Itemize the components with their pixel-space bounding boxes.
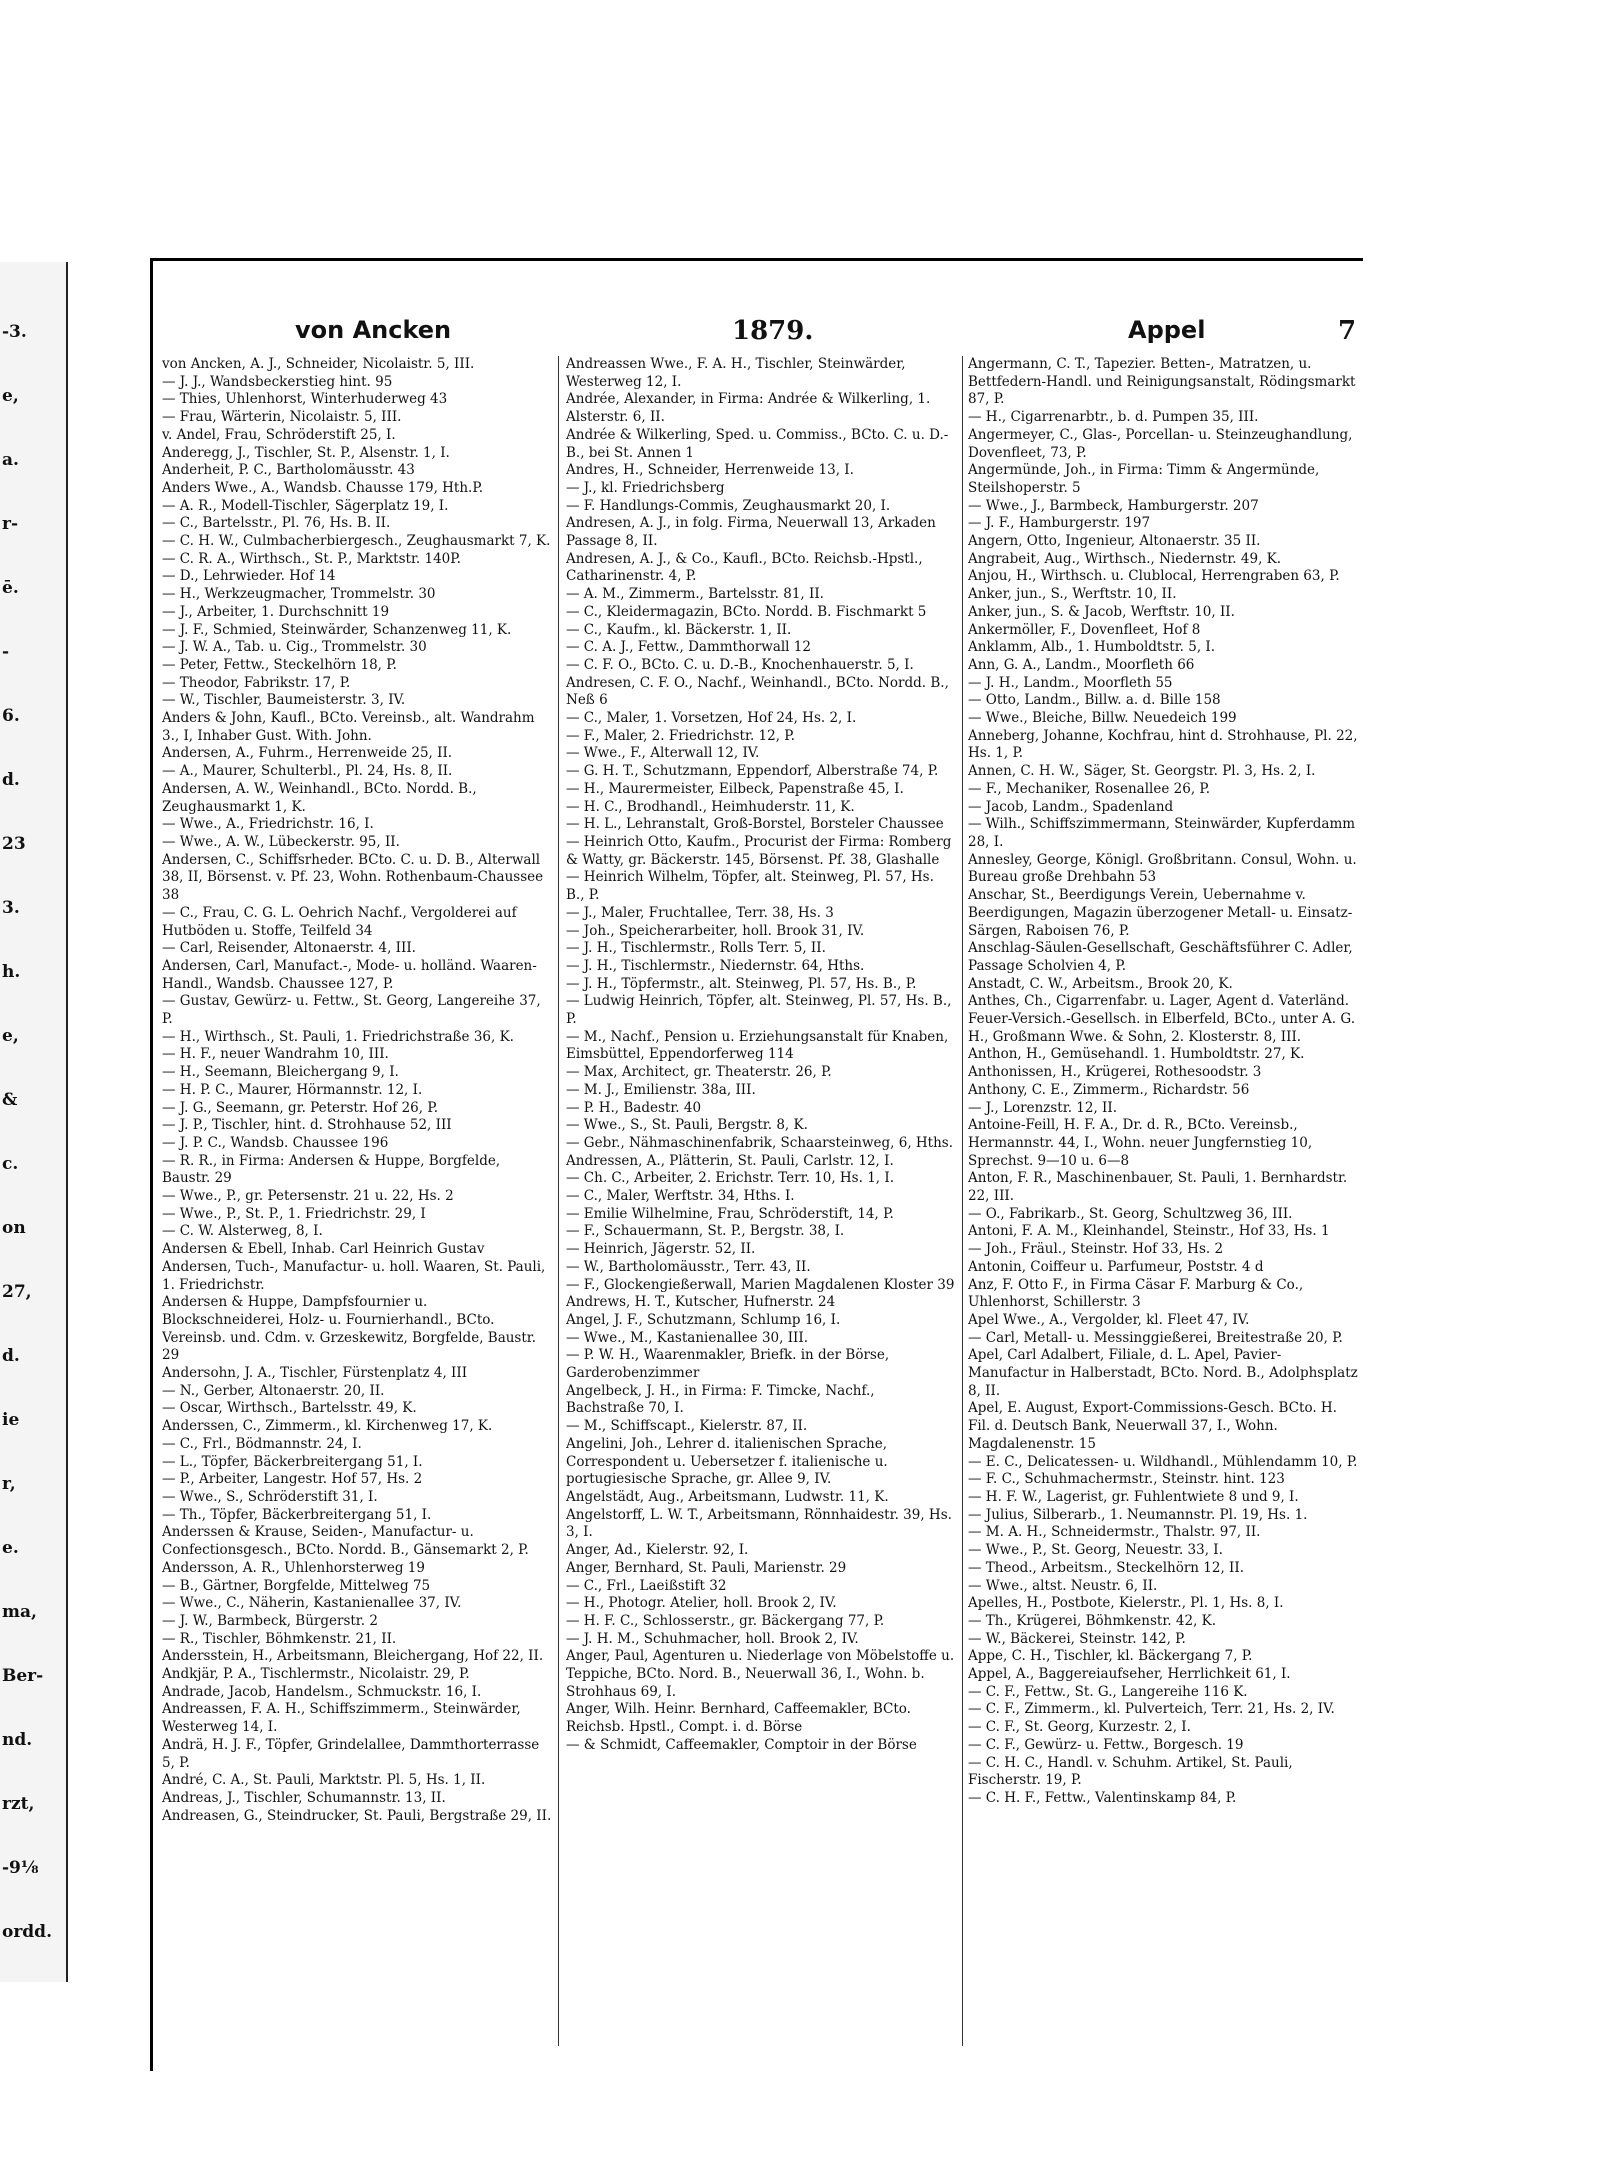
directory-entry: Angrabeit, Aug., Wirthsch., Niedernstr. 49, K. (968, 550, 1282, 567)
directory-entry: — Wwe., J., Barmbeck, Hamburgerstr. 207 (968, 497, 1259, 514)
previous-page-text-fragment: a. (2, 450, 19, 470)
directory-entry: Anklamm, Alb., 1. Humboldtstr. 5, I. (968, 639, 1216, 656)
directory-entry: Angelbeck, J. H., in Firma: F. Timcke, Nachf., Bachstraße 70, I. (566, 1382, 875, 1417)
directory-entry: Andrade, Jacob, Handelsm., Schmuckstr. 16, I. (162, 1683, 482, 1700)
directory-entry: Andersen & Huppe, Dampfsfournier u. Blockschneiderei, Holz- u. Fournierhandl., BCto. Vereinsb. und. Cdm. v. Grzeskewitz, Borgfelde, Baustr. 29 (162, 1294, 537, 1364)
directory-entry: Annen, C. H. W., Säger, St. Georgstr. Pl. 3, Hs. 2, I. (968, 763, 1316, 780)
directory-entry: — C., Maler, Werftstr. 34, Hths. I. (566, 1188, 795, 1205)
directory-entry: — H. F., neuer Wandrahm 10, III. (162, 1046, 389, 1063)
previous-page-text-fragment: -3. (2, 322, 27, 342)
directory-entry: Anneberg, Johanne, Kochfrau, hint d. Strohhause, Pl. 22, Hs. 1, P. (968, 727, 1358, 762)
previous-page-text-fragment: e, (2, 386, 19, 406)
directory-entry: Anjou, H., Wirthsch. u. Clublocal, Herrengraben 63, P. (968, 568, 1340, 585)
directory-entry: Andersen, Carl, Manufact.-, Mode- u. holländ. Waaren-Handl., Wandsb. Chaussee 127, P. (162, 957, 537, 992)
directory-entry: — F. C., Schuhmachermstr., Steinstr. hint. 123 (968, 1471, 1285, 1488)
directory-entry: — H. F. W., Lagerist, gr. Fuhlentwiete 8 und 9, I. (968, 1489, 1299, 1505)
directory-entry: — N., Gerber, Altonaerstr. 20, II. (162, 1382, 385, 1399)
directory-entry: — Oscar, Wirthsch., Bartelsstr. 49, K. (162, 1400, 417, 1417)
directory-entry: Apel Wwe., A., Vergolder, kl. Fleet 47, IV. (968, 1311, 1250, 1328)
directory-entry: — Theodor, Fabrikstr. 17, P. (162, 674, 351, 691)
directory-entry: — C. W. Alsterweg, 8, I. (162, 1223, 323, 1240)
directory-entry: — Wwe., P., St. P., 1. Friedrichstr. 29, I (162, 1205, 426, 1222)
directory-entry: — L., Töpfer, Bäckerbreitergang 51, I. (162, 1453, 423, 1470)
directory-entry: — Th., Töpfer, Bäckerbreitergang 51, I. (162, 1506, 432, 1523)
directory-entry: — C. H. F., Fettw., Valentinskamp 84, P. (968, 1789, 1237, 1806)
directory-entry: — C. H. W., Culmbacherbiergesch., Zeughausmarkt 7, K. (162, 533, 551, 550)
directory-entry: Andreassen Wwe., F. A. H., Tischler, Steinwärder, Westerweg 12, I. (566, 356, 906, 390)
directory-entry: — Heinrich Wilhelm, Töpfer, alt. Steinweg, Pl. 57, Hs. B., P. (566, 869, 934, 904)
directory-entry: — F., Glockengießerwall, Marien Magdalenen Kloster 39 (566, 1276, 955, 1293)
directory-entry: — Peter, Fettw., Steckelhörn 18, P. (162, 656, 397, 673)
directory-entry: — Carl, Reisender, Altonaerstr. 4, III. (162, 940, 416, 957)
directory-entry: Anschlag-Säulen-Gesellschaft, Geschäftsführer C. Adler, Passage Scholvien 4, P. (968, 940, 1353, 974)
directory-entry: — Gustav, Gewürz- u. Fettw., St. Georg, Langereihe 37, P. (162, 993, 541, 1028)
directory-entry: — Theod., Arbeitsm., Steckelhörn 12, II. (968, 1559, 1244, 1576)
directory-entry: Andressen, A., Plätterin, St. Pauli, Carlstr. 12, I. (566, 1152, 894, 1169)
header-right-running-head: Appel (1128, 316, 1206, 344)
directory-entry: Andresen, C. F. O., Nachf., Weinhandl., BCto. Nordd. B., Neß 6 (566, 674, 949, 709)
directory-entry: — Frau, Wärterin, Nicolaistr. 5, III. (162, 409, 402, 426)
column-rule (962, 356, 963, 2046)
directory-entry: — G. H. T., Schutzmann, Eppendorf, Alberstraße 74, P. (566, 763, 939, 780)
previous-page-text-fragment: 23 (2, 834, 26, 854)
directory-entry: — H., Seemann, Bleichergang 9, I. (162, 1064, 399, 1081)
directory-entry: — J. H. M., Schuhmacher, holl. Brook 2, IV. (566, 1630, 859, 1647)
directory-entry: Anger, Paul, Agenturen u. Niederlage von Möbelstoffe u. Teppiche, BCto. Nord. B., Neuerwall 36, I., Wohn. b. Strohhaus 69, I. (566, 1648, 955, 1700)
directory-entry: Apelles, H., Postbote, Kielerstr., Pl. 1, Hs. 8, I. (968, 1595, 1284, 1612)
directory-entry: — Carl, Metall- u. Messinggießerei, Breitestraße 20, P. (968, 1329, 1343, 1346)
directory-entry: — Joh., Fräul., Steinstr. Hof 33, Hs. 2 (968, 1241, 1224, 1258)
directory-entry: — C., Bartelsstr., Pl. 76, Hs. B. II. (162, 515, 391, 532)
previous-page-text-fragment: ma, (2, 1602, 37, 1622)
directory-entry: Andres, H., Schneider, Herrenweide 13, I. (566, 462, 854, 479)
directory-column-3 (968, 356, 1358, 2056)
directory-entry: Anderssen, C., Zimmerm., kl. Kirchenweg 17, K. (162, 1418, 493, 1435)
directory-entry: — Wilh., Schiffszimmermann, Steinwärder, Kupferdamm 28, I. (968, 816, 1356, 850)
directory-entry: — P. H., Badestr. 40 (566, 1099, 702, 1116)
directory-entry: — H., Werkzeugmacher, Trommelstr. 30 (162, 586, 436, 603)
directory-entry: Angelini, Joh., Lehrer d. italienischen Sprache, Correspondent u. Uebersetzer f. italienische u. portugiesische Sprache, gr. Allee 9, IV. (566, 1435, 888, 1488)
directory-entry: — Ch. C., Arbeiter, 2. Erichstr. Terr. 10, Hs. 1, I. (566, 1170, 894, 1187)
header-year: 1879. (732, 316, 814, 346)
directory-entry: Andrews, H. T., Kutscher, Hufnerstr. 24 (566, 1294, 836, 1311)
directory-entry: Apel, E. August, Export-Commissions-Gesch. BCto. H. Fil. d. Deutsch Bank, Neuerwall 37, I., Wohn. Magdalenenstr. 15 (968, 1400, 1337, 1452)
directory-entry: — Wwe., P., gr. Petersenstr. 21 u. 22, Hs. 2 (162, 1188, 454, 1205)
directory-entry: — J. H., Tischlermstr., Rolls Terr. 5, II. (566, 940, 826, 957)
directory-entry: — Th., Krügerei, Böhmkenstr. 42, K. (968, 1612, 1217, 1629)
directory-entry: Andrée & Wilkerling, Sped. u. Commiss., BCto. C. u. D.-B., bei St. Annen 1 (566, 426, 949, 461)
directory-entry: — J. P., Tischler, hint. d. Strohhause 52, III (162, 1117, 452, 1134)
directory-entry: — R., Tischler, Böhmkenstr. 21, II. (162, 1630, 397, 1647)
directory-entry: — J. H., Landm., Moorfleth 55 (968, 674, 1173, 691)
directory-entry: — J., Arbeiter, 1. Durchschnitt 19 (162, 603, 390, 620)
directory-entry: — F., Maler, 2. Friedrichstr. 12, P. (566, 727, 795, 744)
directory-entry: — C., Frl., Bödmannstr. 24, I. (162, 1435, 362, 1452)
previous-page-text-fragment: 3. (2, 898, 20, 918)
previous-page-text-fragment: -9⅛ (2, 1858, 39, 1878)
directory-entry: Anton, F. R., Maschinenbauer, St. Pauli, 1. Bernhardstr. 22, III. (968, 1170, 1348, 1205)
directory-entry: — C. F., St. Georg, Kurzestr. 2, I. (968, 1719, 1191, 1736)
directory-entry: v. Andel, Frau, Schröderstift 25, I. (162, 426, 396, 443)
directory-column-1 (162, 356, 552, 2056)
directory-entry: — Jacob, Landm., Spadenland (968, 798, 1174, 815)
directory-entry: Ann, G. A., Landm., Moorfleth 66 (968, 656, 1195, 673)
directory-entry: — J. W. A., Tab. u. Cig., Trommelstr. 30 (162, 639, 427, 656)
directory-entry: Antoine-Feill, H. F. A., Dr. d. R., BCto. Vereinsb., Hermannstr. 44, I., Wohn. neuer Jungfernstieg 10, Sprechst. 9—10 u. 6—8 (968, 1117, 1313, 1169)
directory-entry: — C. R. A., Wirthsch., St. P., Marktstr. 140P. (162, 550, 461, 567)
directory-entry: — C. H. C., Handl. v. Schuhm. Artikel, St. Pauli, Fischerstr. 19, P. (968, 1754, 1293, 1789)
directory-entry: Andersen, A. W., Weinhandl., BCto. Nordd. B., Zeughausmarkt 1, K. (162, 780, 477, 815)
directory-entry: Angelstorff, L. W. T., Arbeitsmann, Rönnhaidestr. 39, Hs. 3, I. (566, 1506, 952, 1541)
directory-entry: — C. F., Gewürz- u. Fettw., Borgesch. 19 (968, 1736, 1244, 1753)
directory-entry: — F., Mechaniker, Rosenallee 26, P. (968, 780, 1211, 797)
directory-entry: Apel, Carl Adalbert, Filiale, d. L. Apel, Pavier-Manufactur in Halberstadt, BCto. Nord. B., Adolphsplatz 8, II. (968, 1347, 1358, 1399)
page-number: 7 (1338, 316, 1357, 346)
directory-entry: — Wwe., A., Friedrichstr. 16, I. (162, 816, 374, 833)
directory-entry: Andersstein, H., Arbeitsmann, Bleichergang, Hof 22, II. (162, 1648, 544, 1665)
directory-entry: — C., Frau, C. G. L. Oehrich Nachf., Vergolderei auf Hutböden u. Stoffe, Teilfeld 34 (162, 904, 517, 939)
previous-page-edge (0, 262, 68, 1982)
directory-column-2 (566, 356, 956, 2056)
page-header (160, 316, 1360, 352)
directory-entry: — C. F., Fettw., St. G., Langereihe 116 K. (968, 1683, 1248, 1700)
directory-entry: — H. P. C., Maurer, Hörmannstr. 12, I. (162, 1081, 423, 1098)
previous-page-text-fragment: on (2, 1218, 26, 1238)
directory-entry: — H., Photogr. Atelier, holl. Brook 2, IV. (566, 1595, 837, 1612)
directory-entry: — B., Gärtner, Borgfelde, Mittelweg 75 (162, 1577, 431, 1594)
directory-entry: — Wwe., C., Näherin, Kastanienallee 37, IV. (162, 1595, 462, 1612)
previous-page-text-fragment: d. (2, 770, 20, 790)
directory-entry: — J. F., Hamburgerstr. 197 (968, 515, 1151, 532)
directory-entry: — Wwe., F., Alterwall 12, IV. (566, 745, 760, 762)
directory-entry: — J. G., Seemann, gr. Peterstr. Hof 26, P. (162, 1099, 438, 1116)
directory-entry: Andrée, Alexander, in Firma: Andrée & Wilkerling, 1. Alsterstr. 6, II. (566, 391, 931, 426)
directory-entry: Antoni, F. A. M., Kleinhandel, Steinstr., Hof 33, Hs. 1 (968, 1223, 1330, 1240)
directory-entry: — Julius, Silberarb., 1. Neumannstr. Pl. 19, Hs. 1. (968, 1506, 1308, 1523)
directory-entry: — Emilie Wilhelmine, Frau, Schröderstift, 14, P. (566, 1205, 894, 1222)
directory-entry: — M. J., Emilienstr. 38a, III. (566, 1081, 756, 1098)
previous-page-text-fragment: 27, (2, 1282, 32, 1302)
previous-page-text-fragment: rzt, (2, 1794, 35, 1814)
directory-entry: — Wwe., S., St. Pauli, Bergstr. 8, K. (566, 1117, 808, 1134)
previous-page-text-fragment: ē. (2, 578, 19, 598)
directory-entry: Andreas, J., Tischler, Schumannstr. 13, II. (162, 1789, 446, 1806)
directory-entry: — A. R., Modell-Tischler, Sägerplatz 19, I. (162, 497, 449, 514)
directory-entry: Anthes, Ch., Cigarrenfabr. u. Lager, Agent d. Vaterländ. Feuer-Versich.-Gesellsch. in Elberfeld, BCto., unter A. G. H., Großmann Wwe. & Sohn, 2. Klosterstr. 8, III. (968, 993, 1355, 1045)
directory-entry: — J. H., Töpfermstr., alt. Steinweg, Pl. 57, Hs. B., P. (566, 975, 917, 992)
directory-entry: Anker, jun., S. & Jacob, Werftstr. 10, II. (968, 603, 1235, 620)
directory-entry: Anger, Ad., Kielerstr. 92, I. (566, 1542, 749, 1559)
directory-entry: — Heinrich, Jägerstr. 52, II. (566, 1241, 756, 1258)
directory-entry: — P. W. H., Waarenmakler, Briefk. in der Börse, Garderobenzimmer (566, 1347, 890, 1382)
previous-page-text-fragment: r- (2, 514, 19, 534)
directory-entry: — J. J., Wandsbeckerstieg hint. 95 (162, 373, 393, 390)
previous-page-text-fragment: e, (2, 1026, 19, 1046)
directory-entry: — J., Maler, Fruchtallee, Terr. 38, Hs. 3 (566, 904, 834, 921)
directory-entry: Andersen, C., Schiffsrheder. BCto. C. u. D. B., Alterwall 38, II, Börsenst. v. Pf. 23, Wohn. Rothenbaum-Chaussee 38 (162, 851, 544, 904)
directory-entry: — W., Bartholomäusstr., Terr. 43, II. (566, 1258, 811, 1275)
directory-entry: — E. C., Delicatessen- u. Wildhandl., Mühlendamm 10, P. (968, 1453, 1358, 1470)
directory-entry: — A. M., Zimmerm., Bartelsstr. 81, II. (566, 586, 824, 603)
directory-entry: Anders Wwe., A., Wandsb. Chausse 179, Hth.P. (162, 479, 483, 496)
directory-entry: — H., Wirthsch., St. Pauli, 1. Friedrichstraße 36, K. (162, 1028, 514, 1045)
directory-entry: Angelstädt, Aug., Arbeitsmann, Ludwstr. 11, K. (566, 1489, 889, 1505)
directory-entry: — H. F. C., Schlosserstr., gr. Bäckergang 77, P. (566, 1612, 885, 1629)
directory-entry: — & Schmidt, Caffeemakler, Comptoir in der Börse (566, 1736, 917, 1753)
previous-page-text-fragment: Ber- (2, 1666, 44, 1686)
directory-entry: — R. R., in Firma: Andersen & Huppe, Borgfelde, Baustr. 29 (162, 1152, 501, 1187)
directory-entry: Angermann, C. T., Tapezier. Betten-, Matratzen, u. Bettfedern-Handl. und Reinigungsanstalt, Rödingsmarkt 87, P. (968, 356, 1356, 408)
directory-entry: — C. A. J., Fettw., Dammthorwall 12 (566, 639, 811, 656)
directory-entry: — Thies, Uhlenhorst, Winterhuderweg 43 (162, 391, 448, 408)
directory-entry: Angel, J. F., Schutzmann, Schlump 16, I. (566, 1311, 841, 1328)
directory-entry: Anstadt, C. W., Arbeitsm., Brook 20, K. (968, 975, 1233, 992)
directory-entry: — W., Bäckerei, Steinstr. 142, P. (968, 1630, 1186, 1647)
directory-entry: — Otto, Landm., Billw. a. d. Bille 158 (968, 692, 1221, 709)
directory-entry: Anger, Wilh. Heinr. Bernhard, Caffeemakler, BCto. Reichsb. Hpstl., Compt. i. d. Börse (566, 1701, 911, 1736)
directory-entry: Anderssen & Krause, Seiden-, Manufactur- u. Confectionsgesch., BCto. Nordd. B., Gänsemarkt 2, P. (162, 1524, 529, 1559)
directory-entry: — J. H., Tischlermstr., Niedernstr. 64, Hths. (566, 957, 865, 974)
directory-entry: — W., Tischler, Baumeisterstr. 3, IV. (162, 692, 406, 709)
directory-entry: Angern, Otto, Ingenieur, Altonaerstr. 35 II. (968, 533, 1261, 550)
directory-entry: Andrä, H. J. F., Töpfer, Grindelallee, Dammthorterrasse 5, P. (162, 1736, 540, 1771)
directory-entry: — M. A. H., Schneidermstr., Thalstr. 97, II. (968, 1524, 1261, 1541)
directory-entry: — C. F., Zimmerm., kl. Pulverteich, Terr. 21, Hs. 2, IV. (968, 1701, 1335, 1718)
directory-entry: Anker, jun., S., Werftstr. 10, II. (968, 586, 1177, 603)
directory-entry: — C., Kaufm., kl. Bäckerstr. 1, II. (566, 621, 792, 638)
directory-entry: — Gebr., Nähmaschinenfabrik, Schaarsteinweg, 6, Hths. (566, 1134, 954, 1151)
column-rule (558, 356, 559, 2046)
directory-entry: — Wwe., Bleiche, Billw. Neuedeich 199 (968, 710, 1237, 727)
directory-entry: — J. P. C., Wandsb. Chaussee 196 (162, 1134, 389, 1151)
previous-page-text-fragment: ie (2, 1410, 20, 1430)
directory-entry: Anger, Bernhard, St. Pauli, Marienstr. 29 (566, 1559, 847, 1576)
previous-page-text-fragment: ordd. (2, 1922, 52, 1942)
previous-page-text-fragment: c. (2, 1154, 19, 1174)
directory-entry: — C. F. O., BCto. C. u. D.-B., Knochenhauerstr. 5, I. (566, 656, 914, 673)
directory-entry: — Heinrich Otto, Kaufm., Procurist der Firma: Romberg & Watty, gr. Bäckerstr. 145, Börsenst. Pf. 38, Glashalle (566, 833, 952, 868)
directory-entry: — H. C., Brodhandl., Heimhuderstr. 11, K. (566, 798, 855, 815)
directory-entry: — J., kl. Friedrichsberg (566, 479, 725, 496)
directory-entry: — Joh., Speicherarbeiter, holl. Brook 31, IV. (566, 922, 865, 939)
directory-entry: Appe, C. H., Tischler, kl. Bäckergang 7, P. (968, 1648, 1253, 1665)
directory-entry: — Wwe., M., Kastanienallee 30, III. (566, 1329, 809, 1346)
directory-entry: Anschar, St., Beerdigungs Verein, Uebernahme v. Beerdigungen, Magazin überzogener Metall- u. Einsatz-Särgen, Raboisen 76, P. (968, 887, 1353, 939)
directory-entry: — M., Schiffscapt., Kielerstr. 87, II. (566, 1418, 808, 1435)
previous-page-text-fragment: 6. (2, 706, 20, 726)
header-left-running-head: von Ancken (295, 316, 452, 344)
directory-entry: — C., Frl., Laeißstift 32 (566, 1577, 727, 1594)
directory-entry: Andersohn, J. A., Tischler, Fürstenplatz 4, III (162, 1365, 468, 1382)
directory-entry: — Max, Architect, gr. Theaterstr. 26, P. (566, 1064, 832, 1081)
directory-entry: Anthonissen, H., Krügerei, Rothesoodstr. 3 (968, 1064, 1262, 1081)
directory-entry: Andresen, A. J., in folg. Firma, Neuerwall 13, Arkaden Passage 8, II. (566, 515, 936, 550)
directory-entry: Anz, F. Otto F., in Firma Cäsar F. Marburg & Co., Uhlenhorst, Schillerstr. 3 (968, 1276, 1304, 1311)
directory-entry: — J. W., Barmbeck, Bürgerstr. 2 (162, 1612, 378, 1629)
directory-entry: Andkjär, P. A., Tischlermstr., Nicolaistr. 29, P. (162, 1666, 470, 1683)
directory-entry: — H., Cigarrenarbtr., b. d. Pumpen 35, III. (968, 409, 1259, 426)
previous-page-text-fragment: d. (2, 1346, 20, 1366)
previous-page-text-fragment: nd. (2, 1730, 33, 1750)
directory-entry: — Wwe., altst. Neustr. 6, II. (968, 1577, 1158, 1594)
directory-entry: Andersson, A. R., Uhlenhorsterweg 19 (162, 1559, 425, 1576)
directory-entry: Anthon, H., Gemüsehandl. 1. Humboldtstr. 27, K. (968, 1046, 1305, 1063)
directory-entry: Annesley, George, Königl. Großbritann. Consul, Wohn. u. Bureau große Drehbahn 53 (968, 851, 1357, 886)
previous-page-text-fragment: r, (2, 1474, 16, 1494)
directory-entry: — J. F., Schmied, Steinwärder, Schanzenweg 11, K. (162, 621, 512, 638)
directory-entry: Anthony, C. E., Zimmerm., Richardstr. 56 (968, 1081, 1250, 1098)
directory-entry: Andersen & Ebell, Inhab. Carl Heinrich Gustav Andersen, Tuch-, Manufactur- u. holl. Waaren, St. Pauli, 1. Friedrichstr. (162, 1241, 546, 1293)
directory-entry: — C., Maler, 1. Vorsetzen, Hof 24, Hs. 2, I. (566, 710, 857, 727)
directory-entry: Andersen, A., Fuhrm., Herrenweide 25, II. (162, 745, 453, 762)
directory-entry: — M., Nachf., Pension u. Erziehungsanstalt für Knaben, Eimsbüttel, Eppendorferweg 114 (566, 1028, 949, 1063)
directory-entry: — F. Handlungs-Commis, Zeughausmarkt 20, I. (566, 497, 891, 514)
directory-entry: — P., Arbeiter, Langestr. Hof 57, Hs. 2 (162, 1471, 423, 1488)
directory-entry: — O., Fabrikarb., St. Georg, Schultzweg 36, III. (968, 1205, 1293, 1222)
directory-entry: — C., Kleidermagazin, BCto. Nordd. B. Fischmarkt 5 (566, 603, 927, 620)
directory-entry: Antonin, Coiffeur u. Parfumeur, Poststr. 4 d (968, 1258, 1264, 1275)
directory-entry: Anderegg, J., Tischler, St. P., Alsenstr. 1, I. (162, 444, 450, 461)
directory-entry: Andreasen, G., Steindrucker, St. Pauli, Bergstraße 29, II. (162, 1807, 552, 1824)
directory-entry: — J., Lorenzstr. 12, II. (968, 1099, 1117, 1116)
previous-page-text-fragment: e. (2, 1538, 19, 1558)
directory-entry: — F., Schauermann, St. P., Bergstr. 38, I. (566, 1223, 845, 1240)
directory-entry: — A., Maurer, Schulterbl., Pl. 24, Hs. 8, II. (162, 763, 453, 780)
directory-entry: André, C. A., St. Pauli, Marktstr. Pl. 5, Hs. 1, II. (162, 1772, 486, 1789)
directory-entry: Andreassen, F. A. H., Schiffszimmerm., Steinwärder, Westerweg 14, I. (162, 1701, 521, 1736)
directory-entry: Ankermöller, F., Dovenfleet, Hof 8 (968, 621, 1201, 638)
directory-entry: Andresen, A. J., & Co., Kaufl., BCto. Reichsb.-Hpstl., Catharinenstr. 4, P. (566, 550, 923, 585)
previous-page-text-fragment: & (2, 1090, 18, 1110)
directory-entry: — H., Maurermeister, Eilbeck, Papenstraße 45, I. (566, 780, 904, 797)
directory-entry: — D., Lehrwieder. Hof 14 (162, 568, 336, 585)
directory-entry: — Wwe., P., St. Georg, Neuestr. 33, I. (968, 1542, 1223, 1559)
directory-entry: Angermeyer, C., Glas-, Porcellan- u. Steinzeughandlung, Dovenfleet, 73, P. (968, 426, 1353, 461)
directory-entry: — Wwe., S., Schröderstift 31, I. (162, 1489, 378, 1505)
directory-entry: — Wwe., A. W., Lübeckerstr. 95, II. (162, 833, 400, 850)
directory-entry: Angermünde, Joh., in Firma: Timm & Angermünde, Steilshoperstr. 5 (968, 462, 1320, 496)
directory-entry: von Ancken, A. J., Schneider, Nicolaistr. 5, III. (162, 356, 475, 372)
directory-entry: — Ludwig Heinrich, Töpfer, alt. Steinweg, Pl. 57, Hs. B., P. (566, 993, 952, 1028)
directory-entry: Appel, A., Baggereiaufseher, Herrlichkeit 61, I. (968, 1666, 1291, 1683)
directory-entry: Anders & John, Kaufl., BCto. Vereinsb., alt. Wandrahm 3., I, Inhaber Gust. With. John. (162, 710, 535, 744)
previous-page-text-fragment: - (2, 642, 10, 662)
previous-page-text-fragment: h. (2, 962, 21, 982)
directory-entry: — H. L., Lehranstalt, Groß-Borstel, Borsteler Chaussee (566, 816, 944, 833)
directory-entry: Anderheit, P. C., Bartholomäusstr. 43 (162, 462, 415, 479)
